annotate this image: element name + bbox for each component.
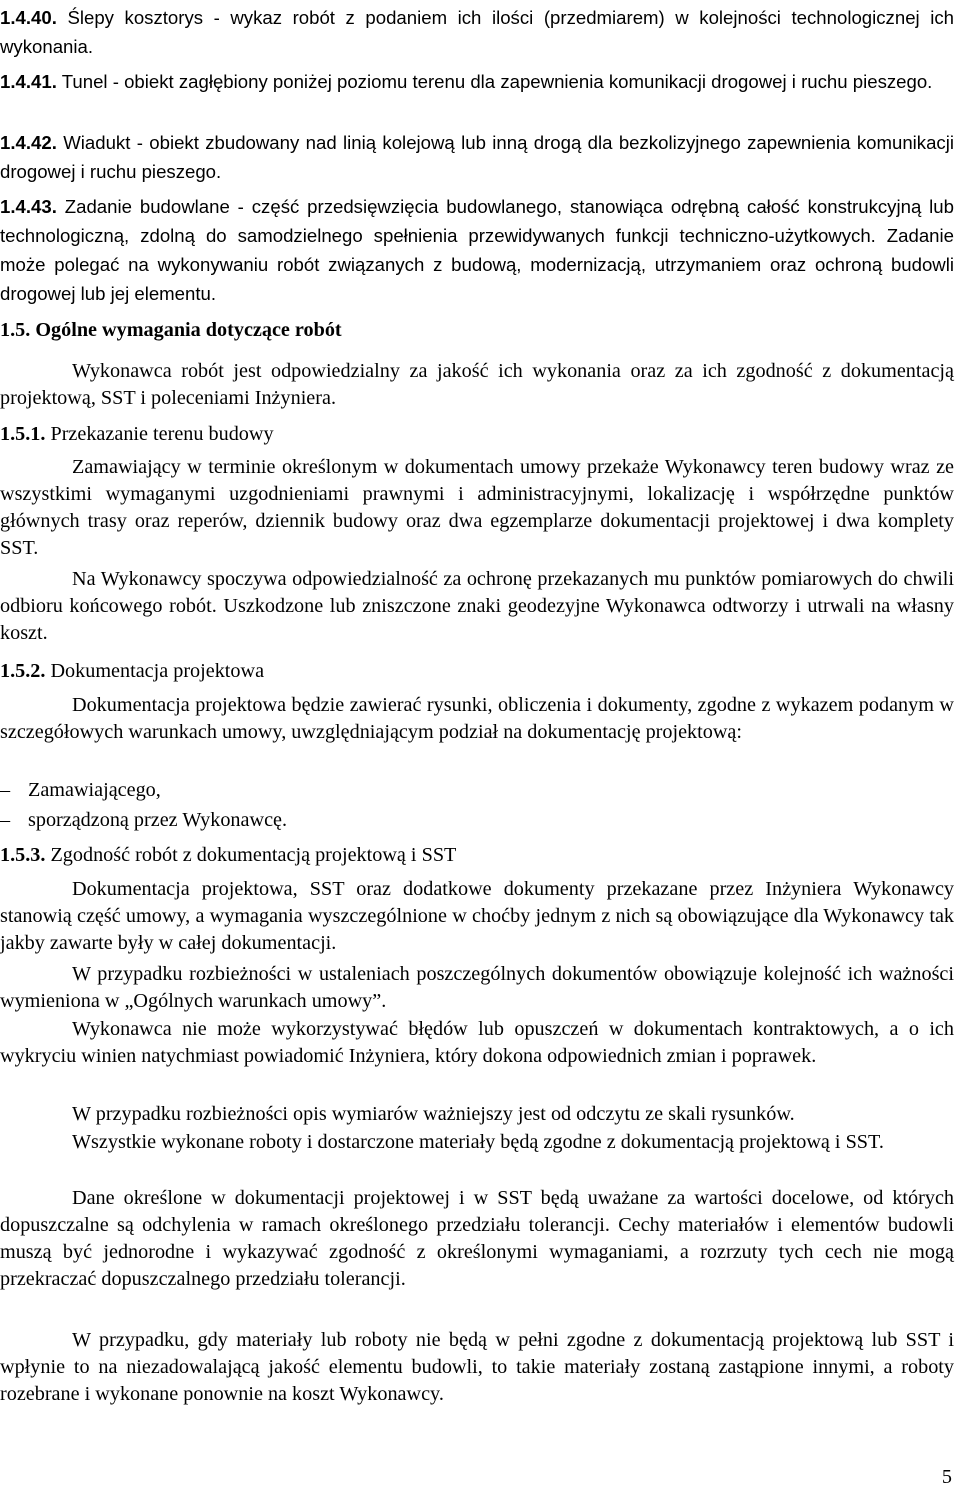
definition-text: Tunel - obiekt zagłębiony poniżej poziomu terenu dla zapewnienia komunikacji drogowej i ruchu pieszego. xyxy=(61,71,933,92)
section-1-5-paragraph: Wykonawca robót jest odpowiedzialny za jakość ich wykonania oraz za ich zgodność z dokumentacją projektową, SST i poleceniami Inżyniera. xyxy=(0,360,954,409)
section-title: Przekazanie terenu budowy xyxy=(50,423,274,445)
section-heading-1-5-2 xyxy=(0,658,954,685)
list-item xyxy=(0,777,161,804)
section-title: Zgodność robót z dokumentacją projektową i SST xyxy=(50,844,457,866)
definition-number: 1.4.42. xyxy=(0,132,57,153)
section-title: Ogólne wymagania dotyczące robót xyxy=(35,319,342,341)
page-number: 5 xyxy=(941,1466,952,1488)
section-1-5-3-paragraph-2: W przypadku rozbieżności w ustaleniach poszczególnych dokumentów obowiązuje kolejność ich ważności wymieniona w „Ogólnych warunkach umowy”. xyxy=(0,963,954,1012)
definition-text: Zadanie budowlane - część przedsięwzięcia budowlanego, stanowiąca odrębną całość konstrukcyjną lub technologiczną, zdolną do samodzielnego spełnienia przewidywanych funkcji techniczno-użytkowych. Zadanie może polegać na wykonywaniu robót związanych z budową, modernizacją, utrzymaniem oraz ochroną budowli drogowej lub jej elementu. xyxy=(0,196,954,304)
definition-1-4-40 xyxy=(0,3,954,61)
definition-text: Ślepy kosztorys - wykaz robót z podaniem ich ilości (przedmiarem) w kolejności technologicznej ich wykonania. xyxy=(0,7,955,57)
definition-number: 1.4.41. xyxy=(0,71,57,92)
list-item-text: Zamawiającego, xyxy=(28,779,161,801)
section-heading-1-5-1 xyxy=(0,421,954,448)
section-1-5-3-paragraph-1: Dokumentacja projektowa, SST oraz dodatkowe dokumenty przekazane przez Inżyniera Wykonawcy stanowią część umowy, a wymagania wyszczególnione w choćby jednym z nich są obowiązujące dla Wykonawcy tak jakby zawarte były w całej dokumentacji. xyxy=(0,878,954,954)
list-item-text: sporządzoną przez Wykonawcę. xyxy=(28,809,288,831)
definition-1-4-43 xyxy=(0,192,954,308)
section-1-5-3-paragraph-4: W przypadku rozbieżności opis wymiarów ważniejszy jest od odczytu ze skali rysunków. xyxy=(72,1103,795,1125)
definition-number: 1.4.43. xyxy=(0,196,57,217)
section-1-5-3-paragraph-6: Dane określone w dokumentacji projektowej i w SST będą uważane za wartości docelowe, od których dopuszczalne są odchylenia w ramach określonego przedziału tolerancji. Cechy materiałów i elementów budowli muszą być jednorodne i wykazywać zgodność z określonymi wymaganiami, a rozrzuty tych cech nie mogą przekraczać dopuszczalnego przedziału tolerancji. xyxy=(0,1187,954,1290)
definition-1-4-41 xyxy=(0,67,954,96)
definition-number: 1.4.40. xyxy=(0,7,57,28)
definition-1-4-42 xyxy=(0,128,954,186)
section-title: Dokumentacja projektowa xyxy=(50,660,265,682)
dash-bullet-icon: – xyxy=(0,779,11,801)
section-1-5-2-paragraph: Dokumentacja projektowa będzie zawierać rysunki, obliczenia i dokumenty, zgodne z wykazem podanym w szczegółowych warunkach umowy, uwzględniającym podział na dokumentację projektową: xyxy=(0,694,954,743)
section-1-5-3-paragraph-3: Wykonawca nie może wykorzystywać błędów lub opuszczeń w dokumentach kontraktowych, a o ich wykryciu winien natychmiast powiadomić Inżyniera, który dokona odpowiednich zmian i poprawek. xyxy=(0,1018,954,1067)
section-heading-1-5-3 xyxy=(0,842,954,869)
list-item xyxy=(0,807,287,834)
section-number: 1.5.2. xyxy=(0,660,46,682)
section-number: 1.5. xyxy=(0,319,31,341)
section-1-5-3-paragraph-7: W przypadku, gdy materiały lub roboty nie będą w pełni zgodne z dokumentacją projektową lub SST i wpłynie to na niezadowalającą jakość elementu budowli, to takie materiały zostaną zastąpione innymi, a roboty rozebrane i wykonane ponownie na koszt Wykonawcy. xyxy=(0,1329,954,1405)
section-1-5-1-paragraph-1: Zamawiający w terminie określonym w dokumentach umowy przekaże Wykonawcy teren budowy wraz ze wszystkimi wymaganymi uzgodnieniami prawnymi i administracyjnymi, lokalizację i współrzędne punktów głównych trasy oraz reperów, dziennik budowy oraz dwa egzemplarze dokumentacji projektowej i dwa komplety SST. xyxy=(0,456,954,559)
section-number: 1.5.3. xyxy=(0,844,46,866)
section-heading-1-5 xyxy=(0,317,954,344)
definition-text: Wiadukt - obiekt zbudowany nad linią kolejową lub inną drogą dla bezkolizyjnego zapewnienia komunikacji drogowej i ruchu pieszego. xyxy=(0,132,954,182)
section-1-5-3-paragraph-5: Wszystkie wykonane roboty i dostarczone materiały będą zgodne z dokumentacją projektową i SST. xyxy=(72,1131,884,1153)
section-number: 1.5.1. xyxy=(0,423,46,445)
dash-bullet-icon: – xyxy=(0,809,11,831)
section-1-5-1-paragraph-2: Na Wykonawcy spoczywa odpowiedzialność za ochronę przekazanych mu punktów pomiarowych do chwili odbioru końcowego robót. Uszkodzone lub zniszczone znaki geodezyjne Wykonawca odtworzy i utrwali na własny koszt. xyxy=(0,568,954,644)
